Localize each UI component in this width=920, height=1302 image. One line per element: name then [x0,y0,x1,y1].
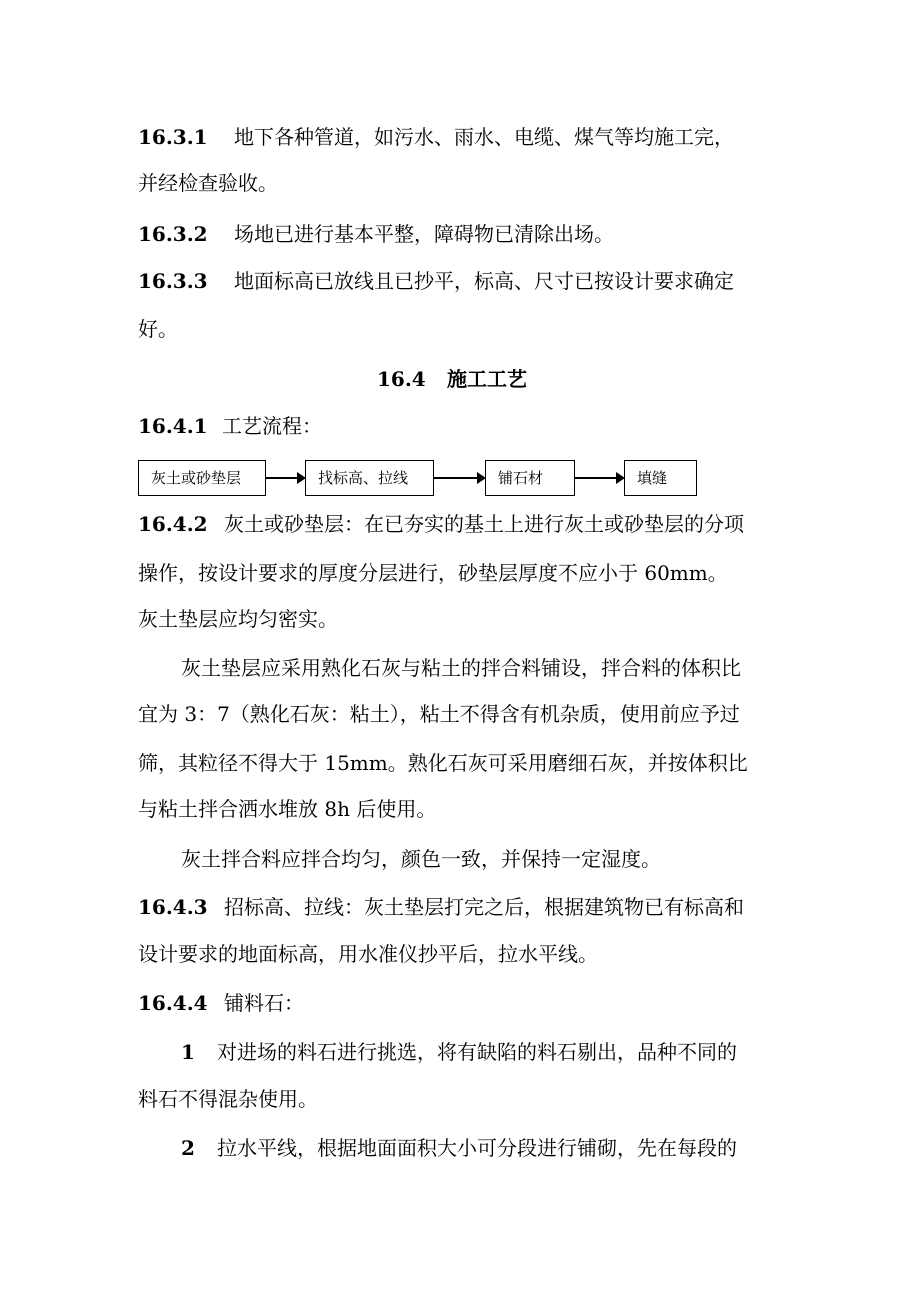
clause-text: 场地已进行基本平整，障碍物已清除出场。 [234,222,614,246]
flow-step-3: 铺石材 [485,460,575,496]
item-16-4-2-line-3: 灰土垫层应均匀密实。 [138,607,338,631]
item-16-3-2 [138,222,614,246]
sub-item-number: 1 [181,1040,195,1064]
paragraph-1-line-3: 筛，其粒径不得大于 15mm。熟化石灰可采用磨细石灰，并按体积比 [138,751,748,775]
flow-step-4: 填缝 [624,460,697,496]
item-16-4-3-line-1 [138,895,744,919]
item-16-4-1 [138,414,322,438]
item-16-4-2-line-1 [138,512,744,536]
flow-arrow [266,477,304,479]
clause-number: 16.4.2 [138,512,208,536]
flow-arrow [575,477,623,479]
section-number: 16.4 [377,367,426,391]
clause-number: 16.4.3 [138,895,208,919]
item-16-3-3-line-1 [138,269,734,293]
paragraph-2: 灰土拌合料应拌合均匀，颜色一致，并保持一定湿度。 [181,847,661,871]
sub-item-text: 对进场的料石进行挑选，将有缺陷的料石剔出，品种不同的 [217,1040,737,1064]
item-16-3-1-line-1 [138,125,734,149]
paragraph-1-line-4: 与粘土拌合洒水堆放 8h 后使用。 [138,797,437,821]
item-16-4-3-line-2: 设计要求的地面标高，用水准仪抄平后，拉水平线。 [138,942,598,966]
clause-text: 灰土或砂垫层：在已夯实的基土上进行灰土或砂垫层的分项 [224,512,744,536]
clause-text: 招标高、拉线：灰土垫层打完之后，根据建筑物已有标高和 [224,895,744,919]
paragraph-1-line-1: 灰土垫层应采用熟化石灰与粘土的拌合料铺设，拌合料的体积比 [181,656,741,680]
clause-number: 16.3.1 [138,125,208,149]
clause-text: 地下各种管道，如污水、雨水、电缆、煤气等均施工完， [234,125,734,149]
sub-item-1-line-1 [181,1040,737,1064]
sub-item-2-line-1 [181,1136,737,1160]
item-16-4-4 [138,991,304,1015]
flow-arrow [434,477,484,479]
section-title: 施工工艺 [447,367,527,391]
flow-step-2: 找标高、拉线 [305,460,434,496]
clause-number: 16.3.2 [138,222,208,246]
item-16-3-3-line-2: 好。 [138,317,178,341]
item-16-4-2-line-2: 操作，按设计要求的厚度分层进行，砂垫层厚度不应小于 60mm。 [138,561,728,585]
clause-text: 地面标高已放线且已抄平，标高、尺寸已按设计要求确定 [234,269,734,293]
item-16-3-1-line-2: 并经检查验收。 [138,171,278,195]
flow-step-1: 灰土或砂垫层 [138,460,266,496]
sub-item-text: 拉水平线，根据地面面积大小可分段进行铺砌，先在每段的 [217,1136,737,1160]
paragraph-1-line-2: 宜为 3：7（熟化石灰：粘土），粘土不得含有机杂质，使用前应予过 [138,702,740,726]
clause-number: 16.3.3 [138,269,208,293]
clause-text: 铺料石： [224,991,304,1015]
sub-item-number: 2 [181,1136,195,1160]
clause-number: 16.4.4 [138,991,208,1015]
clause-number: 16.4.1 [138,414,208,438]
sub-item-1-line-2: 料石不得混杂使用。 [138,1087,318,1111]
section-heading [377,367,527,391]
clause-text: 工艺流程： [222,414,322,438]
